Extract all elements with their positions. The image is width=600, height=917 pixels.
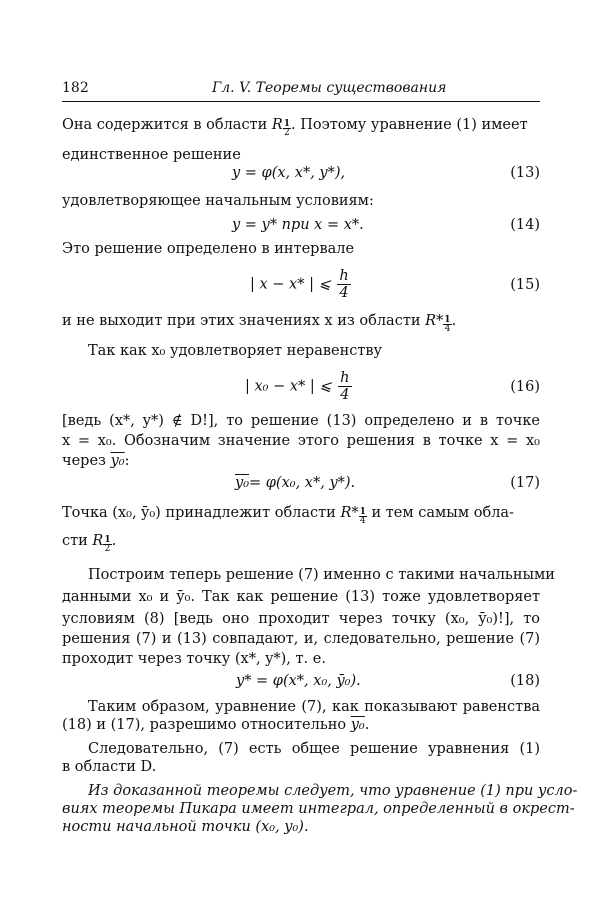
text-line: сти R $_{\frac{1}{2}}$ . [62,533,117,554]
text-line: виях теоремы Пикара имеет интеграл, определенный в окрест- [62,801,575,817]
text-line: в области D. [62,759,157,775]
text-line: ности начальной точки (x₀, y₀). [62,819,309,835]
text-line: Построим теперь решение (7) именно с такими начальными [88,567,555,583]
equation-number-14: (14) [510,217,540,233]
text-line: Точка (x₀, ȳ₀) принадлежит области R* $_{\frac{1}{4}}$ и тем самым обла- [62,505,514,526]
text-line: Она содержится в области R $_{\frac{1}{2}}$ . Поэтому уравнение (1) имеет [62,117,528,138]
text-line: Так как x₀ удовлетворяет неравенству [88,343,383,359]
formula-18: y* = φ(x*, x₀, ȳ₀). [236,673,361,689]
formula-16: | x₀ − x* | ⩽ $\frac{h}{4}$ [245,370,350,403]
text-line: данными x₀ и ȳ₀. Так как решение (13) тоже удовлетворяет [62,589,540,605]
equation-number-17: (17) [510,475,540,491]
text-line: (18) и (17), разрешимо относительно y₀. [62,717,370,733]
formula-14: y = y* при x = x*. [232,217,364,233]
text-line: единственное решение [62,147,241,163]
equation-number-16: (16) [510,379,540,395]
header-rule [62,101,540,102]
text-line: удовлетворяющее начальным условиям: [62,193,374,209]
formula-15: | x − x* | ⩽ $\frac{h}{4}$ [250,268,349,301]
text-line: решения (7) и (13) совпадают, и, следовательно, решение (7) [62,631,540,647]
running-title: Гл. V. Теоремы существования [212,80,447,96]
text-line: и не выходит при этих значениях x из области R* $_{\frac{1}{4}}$ . [62,313,457,334]
region-symbol-star: R* $_{\frac{1}{4}}$ . [425,313,457,334]
page-number: 182 [62,80,89,96]
text-line: через y₀: [62,453,130,469]
text-line: Это решение определено в интервале [62,241,355,257]
text-line: [ведь (x*, y*) ∉ D!], то решение (13) определено и в точке [62,413,540,429]
text-line: Из доказанной теоремы следует, что уравнение (1) при усло- [88,783,578,799]
formula-13: y = φ(x, x*, y*), [232,165,346,181]
text-line: Следовательно, (7) есть общее решение уравнения (1) [88,741,540,757]
formula-17: y₀= φ(x₀, x*, y*). [235,475,356,491]
page-header [62,80,540,100]
region-symbol: R $_{\frac{1}{2}}$ [271,117,291,138]
text-line: x = x₀. Обозначим значение этого решения в точке x = x₀ [62,433,540,449]
equation-number-18: (18) [510,673,540,689]
text-line: условиям (8) [ведь оно проходит через точку (x₀, ȳ₀)!], то [62,611,540,627]
text-line: проходит через точку (x*, y*), т. е. [62,651,326,667]
text-line: Таким образом, уравнение (7), как показывают равенства [88,699,540,715]
equation-number-13: (13) [510,165,540,181]
equation-number-15: (15) [510,277,540,293]
